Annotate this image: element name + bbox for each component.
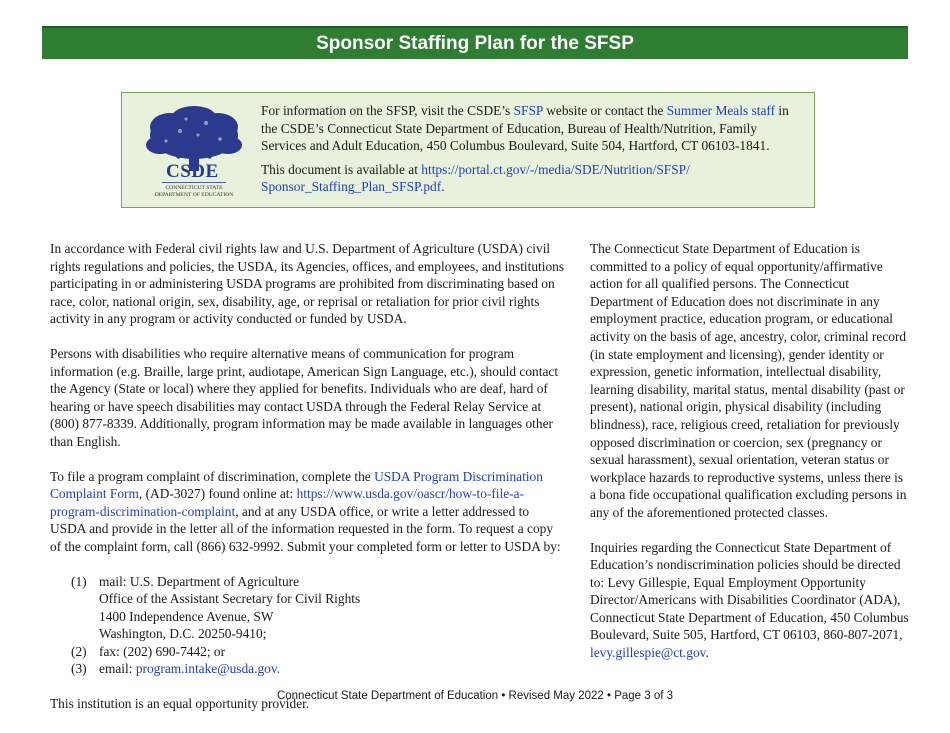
document-url-link[interactable]: https://portal.ct.gov/-/media/SDE/Nutrition/SFSP/ Sponsor_Staffing_Plan_SFSP.pdf [261,161,690,194]
civil-rights-paragraph: In accordance with Federal civil rights law and U.S. Department of Agriculture (USDA) civil rights regulations and policies, the USDA, its Agencies, offices, and employees, and institutions participating in or administering USDA programs are prohibited from discriminating based on race, color, national origin, sex, disability, age, or reprisal or retaliation for prior civil rights activity in any program or activity conducted or funded by USDA. [50,241,565,327]
info-box [121,92,815,208]
complaint-url-link[interactable]: https://www.usda.gov/oascr/how-to-file-a-program-discrimination-complaint [50,486,525,519]
info-paragraph-1: For information on the SFSP, visit the CSDE’s SFSP website or contact the Summer Meals staff in the CSDE’s Connecticut State Department of Education, Bureau of Health/Nutrition, Family Services and Adult Education, 450 Columbus Boulevard, Suite 504, Hartford, CT 06103-1841. [261,103,789,153]
logo-department-name: CONNECTICUT STATE DEPARTMENT OF EDUCATION [154,185,234,198]
csde-nondiscrimination-column [590,240,910,679]
equal-opportunity-statement: This institution is an equal opportunity provider. [50,696,310,712]
complaint-paragraph: To file a program complaint of discrimination, complete the USDA Program Discrimination Complaint Form, (AD-3027) found online at: https://www.usda.gov/oascr/how-to-file-a-program-discrimination-complaint, and at any USDA office, or write a letter addressed to USDA and provide in the letter all of the information requested in the form. To request a copy of the complaint form, call (866) 632-9992. Submit your completed form or letter to USDA by: [50,468,561,554]
list-item: (1) mail: U.S. Department of Agriculture Office of the Assistant Secretary for Civil Rights 1400 Independence Avenue, SW Washington, D.C. 20250-9410; [71,573,361,642]
info-text [261,102,801,202]
info-paragraph-2: This document is available at https://portal.ct.gov/-/media/SDE/Nutrition/SFSP/ Sponsor_Staffing_Plan_SFSP.pdf. [261,161,690,194]
submission-methods-list [50,573,565,679]
usda-email-link[interactable]: program.intake@usda.gov [135,661,277,677]
complaint-form-link[interactable]: USDA Program Discrimination Complaint Form [50,468,543,502]
oak-tree-icon [140,105,248,197]
page-title-bar [42,26,908,59]
sfsp-link[interactable]: SFSP [513,103,543,118]
summer-meals-staff-link[interactable]: Summer Meals staff [666,103,776,118]
list-item: (2) fax: (202) 690-7442; or [71,643,226,659]
list-item: (3) email: program.intake@usda.gov. [71,661,281,677]
usda-nondiscrimination-column [50,240,565,730]
page-title: Sponsor Staffing Plan for the SFSP [316,32,634,54]
page-footer: Connecticut State Department of Education • Revised May 2022 • Page 3 of 3 [276,690,674,702]
logo-abbreviation: CSDE [166,161,219,182]
disabilities-paragraph: Persons with disabilities who require alternative means of communication for program information (e.g. Braille, large print, audiotape, American Sign Language, etc.), should contact the Agency (State or local) where they applied for benefits. Individuals who are deaf, hard of hearing or have speech disabilities may contact USDA through the Federal Relay Service at (800) 877-8339. Additionally, program information may be made available in languages other than English. [50,345,559,449]
ct-email-link[interactable]: levy.gillespie@ct.gov [590,645,706,661]
inquiries-paragraph: Inquiries regarding the Connecticut State Department of Education’s nondiscrimination policies should be directed to: Levy Gillespie, Equal Employment Opportunity Director/Americans with Disabilities Coordinator (ADA), Connecticut State Department of Education, 450 Columbus Boulevard, Suite 505, Hartford, CT 06103, 860-807-2071, levy.gillespie@ct.gov. [590,539,909,661]
csde-policy-paragraph: The Connecticut State Department of Education is committed to a policy of equal opportunity/affirmative action for all qualified persons. The Connecticut Department of Education does not discriminate in any employment practice, education program, or educational activity on the basis of age, ancestry, color, criminal record (in state employment and licensing), gender identity or expression, genetic information, intellectual disability, learning disability, marital status, mental disability (past or present), national origin, physical disability (including blindness), race, religious creed, retaliation for previously opposed discrimination or coercion, sex (pregnancy or sexual harassment), sexual orientation, veteran status or workplace hazards to reproductive systems, unless there is a bona fide occupational qualification excluding persons in any of the aforementioned protected classes. [590,241,907,520]
csde-logo [140,105,248,197]
